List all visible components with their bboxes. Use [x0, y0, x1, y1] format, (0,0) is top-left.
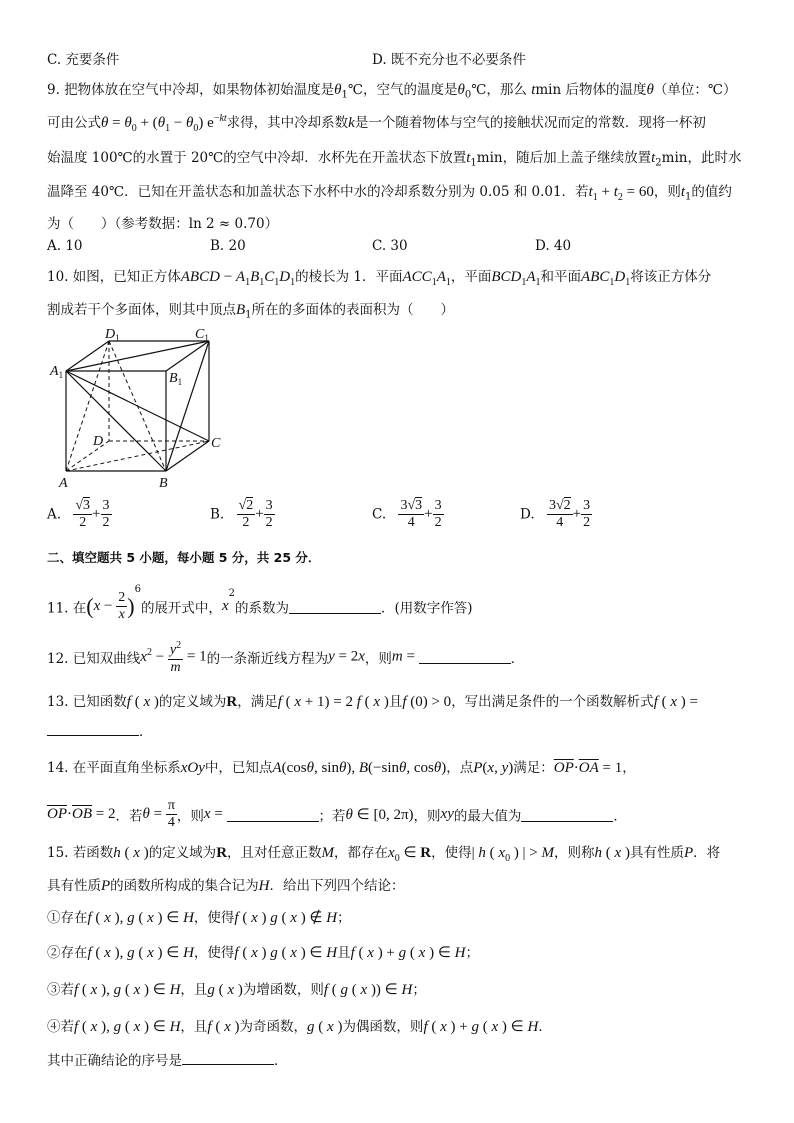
option-8d: D. 既不充分也不必要条件 — [372, 52, 526, 68]
q11: 11. 在(x − $\frac{2}{x}$ )$^6$的展开式中，$x^2$的系数为 ．(用数字作答) — [47, 584, 473, 622]
q15-conclusion-4: ④若f ( x ), g ( x ) ∈ H，且f ( x )为奇函数，g ( x )为偶函数，则f ( x ) + g ( x ) ∈ H． — [47, 1019, 552, 1035]
section-heading: 二、填空题共 5 小题，每小题 5 分，共 25 分． — [47, 550, 321, 565]
option-8c: C. 充要条件 — [47, 52, 120, 68]
q12: 12. 已知双曲线$x^2$ − $\frac{y^2}{m}$ = 1的一条渐近线方程为y = 2x，则m = ． — [47, 640, 525, 675]
q15-conclusion-3: ③若f ( x ), g ( x ) ∈ H，且g ( x )为增函数，则f ( g ( x )) ∈ H； — [47, 982, 426, 998]
q10-option-b: B. $\frac{√2}{2}$ + $\frac{3}{2}$ — [210, 498, 273, 530]
q15-final: 其中正确结论的序号是 ． — [47, 1049, 288, 1069]
q9-line1: 9. 把物体放在空气中冷却，如果物体初始温度是$\theta_1℃$，空气的温度是$\theta_0℃$，那么 tmin 后物体的温度θ（单位：℃） — [47, 82, 737, 101]
q9-option-c: C. 30 — [372, 238, 408, 254]
q10-line1: 10. 如图，已知正方体ABCD − $A_1B_1C_1D_1$的棱长为 1．平面$ACC_1A_1$，平面$BCD_1A_1$和平面$ABC_1D_1$将该正方体分 — [47, 269, 712, 288]
label-c1: $C_1$ — [195, 327, 209, 343]
q15-conclusion-1: ①存在f ( x ), g ( x ) ∈ H，使得f ( x ) g ( x ) ∉ H； — [47, 910, 351, 926]
label-a1: $A_1$ — [50, 364, 64, 380]
q14-line1: 14. 在平面直角坐标系xOy中，已知点A(cosθ, sinθ), B(−sinθ, cosθ)，点P(x, y)满足：$\overline{OP}\cdot\overline{OA} = 1$， — [47, 760, 636, 776]
label-b1: $B_1$ — [169, 371, 183, 387]
q10-line2: 割成若干个多面体，则其中顶点$B_1$所在的多面体的表面积为（ ） — [47, 302, 455, 321]
q13-answer: ． — [47, 720, 153, 740]
label-c: C — [211, 436, 221, 451]
q9-line5: 为（ ）（参考数据：ln 2 ≈ 0.70） — [47, 216, 279, 232]
q9-option-a: A. 10 — [47, 238, 83, 254]
label-b: B — [159, 476, 168, 490]
q9-option-b: B. 20 — [210, 238, 246, 254]
q10-option-c: C. $\frac{3√3}{4}$ + $\frac{3}{2}$ — [372, 498, 442, 530]
q15-line2: 具有性质P的函数所构成的集合记为H．给出下列四个结论： — [47, 878, 405, 894]
q14-line2: $\overline{OP}\cdot\overline{OB} = 2$．若θ = $\frac{\pi}{4}$ ，则x = ；若θ ∈ [0, 2π)，则xy的最大值为 ． — [47, 798, 627, 830]
q10-option-d: D. $\frac{3√2}{4}$ + $\frac{3}{2}$ — [520, 498, 591, 530]
q9-line2: 可由公式$\theta = \theta_0 + (\theta_1 - \theta_0)$ $e^{-kt}$求得，其中冷却系数k是一个随着物体与空气的接触状况而定的常数．现将一杯初 — [47, 113, 706, 134]
q9-option-d: D. 40 — [535, 238, 572, 254]
q10-option-a: A. $\frac{√3}{2}$ + $\frac{3}{2}$ — [47, 498, 110, 530]
q15-conclusion-2: ②存在f ( x ), g ( x ) ∈ H，使得f ( x ) g ( x ) ∈ H且f ( x ) + g ( x ) ∈ H； — [47, 945, 479, 961]
q15-line1: 15. 若函数h ( x )的定义域为R，且对任意正数M，都存在$x_0$ ∈ R，使得| h ( $x_0$ ) | > M，则称h ( x )具有性质P．将 — [47, 845, 721, 864]
label-a: A — [59, 476, 68, 490]
q9-line4: 温降至 40℃．已知在开盖状态和加盖状态下水杯中水的冷却系数分别为 0.05 和 0.01．若$t_1 + t_2 = 60$，则$t_1$的值约 — [47, 184, 732, 203]
q9-line3: 始温度 100℃的水置于 20℃的空气中冷却．水杯先在开盖状态下放置$t_1\min$，随后加上盖子继续放置$t_2\min$，此时水 — [47, 150, 742, 169]
q13: 13. 已知函数f ( x )的定义域为R，满足f ( x + 1) = 2 f ( x )且f (0) > 0，写出满足条件的一个函数解析式f ( x ) = — [47, 694, 698, 710]
cube-figure — [45, 325, 235, 490]
label-d: D — [93, 434, 104, 449]
label-d1: $D_1$ — [105, 327, 120, 343]
